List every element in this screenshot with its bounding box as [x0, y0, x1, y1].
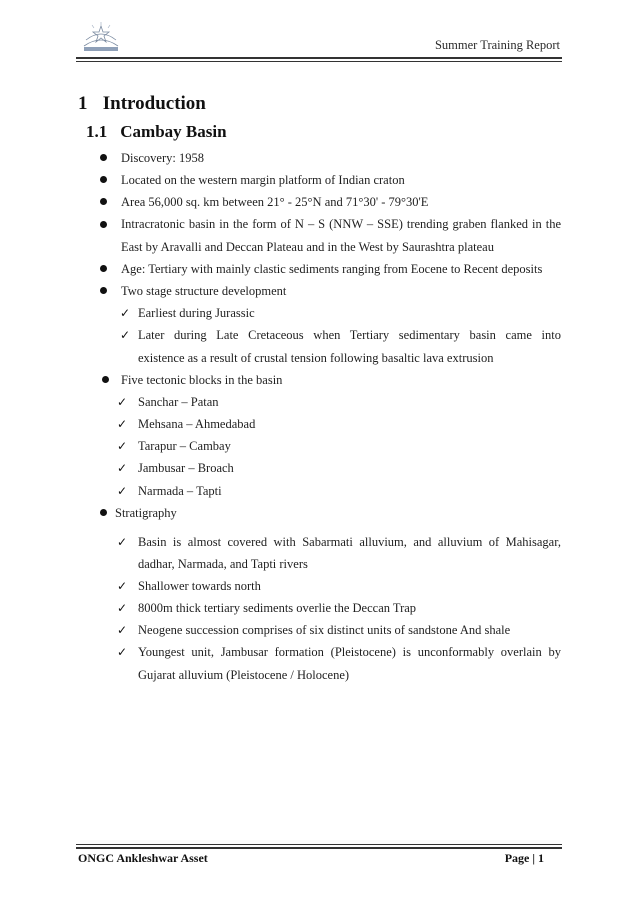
footer-rule	[76, 847, 562, 849]
stratigraphy-point-cont: Gujarat alluvium (Pleistocene / Holocene)	[138, 668, 350, 682]
tectonic-block: Tarapur – Cambay	[138, 439, 231, 453]
checkmark-icon: ✓	[117, 439, 128, 453]
bullet-icon	[100, 287, 107, 294]
stratigraphy-point: Neogene succession comprises of six distinct units of sandstone And shale	[138, 623, 511, 637]
bullet-icon	[100, 154, 107, 161]
checkmark-icon: ✓	[117, 645, 128, 659]
checkmark-icon: ✓	[117, 623, 128, 637]
bullet-icon	[100, 509, 107, 516]
ongc-logo	[78, 20, 124, 54]
bullet-icon	[100, 198, 107, 205]
checkmark-icon: ✓	[117, 395, 128, 409]
bullet-icon	[102, 376, 109, 383]
footer-organization: ONGC Ankleshwar Asset	[78, 851, 208, 865]
bullet-icon	[100, 221, 107, 228]
bullet-icon	[100, 265, 107, 272]
list-item-age: Age: Tertiary with mainly clastic sediments ranging from Eocene to Recent deposits	[121, 262, 543, 276]
list-item-stratigraphy: Stratigraphy	[115, 506, 177, 520]
section-title: Introduction	[102, 93, 206, 114]
footer-rule-thin	[76, 844, 562, 845]
stratigraphy-point-cont: dadhar, Narmada, and Tapti rivers	[138, 557, 308, 571]
sub-item: Earliest during Jurassic	[138, 306, 255, 320]
tectonic-block: Narmada – Tapti	[138, 484, 222, 498]
list-item-tectonic: Five tectonic blocks in the basin	[121, 373, 283, 387]
tectonic-block: Mehsana – Ahmedabad	[138, 417, 256, 431]
stratigraphy-point: Shallower towards north	[138, 579, 261, 593]
subsection-number: 1.1	[86, 122, 108, 141]
checkmark-icon: ✓	[117, 579, 128, 593]
list-item-area: Area 56,000 sq. km between 21° - 25°N and 71°30' - 79°30'E	[121, 195, 429, 209]
checkmark-icon: ✓	[120, 306, 131, 320]
list-item-discovery: Discovery: 1958	[121, 151, 204, 165]
checkmark-icon: ✓	[117, 535, 128, 549]
list-item-intracratonic-cont: East by Aravalli and Deccan Plateau and in the West by Saurashtra plateau	[121, 240, 494, 254]
page-number: Page | 1	[504, 851, 544, 865]
stratigraphy-point: 8000m thick tertiary sediments overlie the Deccan Trap	[138, 601, 417, 615]
section-heading	[78, 93, 206, 115]
list-item-two-stage: Two stage structure development	[121, 284, 287, 298]
section-number: 1	[78, 93, 88, 114]
stratigraphy-point: Youngest unit, Jambusar formation (Pleistocene) is unconformably overlain by	[138, 645, 561, 659]
tectonic-block: Sanchar – Patan	[138, 395, 219, 409]
tectonic-block: Jambusar – Broach	[138, 461, 234, 475]
checkmark-icon: ✓	[117, 461, 128, 475]
subsection-heading	[86, 122, 227, 142]
sub-item-cont: existence as a result of crustal tension following basaltic lava extrusion	[138, 351, 494, 365]
header-rule	[76, 57, 562, 59]
list-item-location: Located on the western margin platform of Indian craton	[121, 173, 405, 187]
bullet-icon	[100, 176, 107, 183]
checkmark-icon: ✓	[117, 417, 128, 431]
checkmark-icon: ✓	[120, 328, 131, 342]
list-item-intracratonic: Intracratonic basin in the form of N – S (NNW – SSE) trending graben flanked in the	[121, 217, 561, 231]
subsection-title: Cambay Basin	[120, 122, 227, 141]
report-title: Summer Training Report	[434, 38, 560, 52]
header-rule-thin	[76, 61, 562, 62]
checkmark-icon: ✓	[117, 601, 128, 615]
stratigraphy-point: Basin is almost covered with Sabarmati alluvium, and alluvium of Mahisagar,	[138, 535, 561, 549]
sub-item: Later during Late Cretaceous when Tertiary sedimentary basin came into	[138, 328, 561, 342]
checkmark-icon: ✓	[117, 484, 128, 498]
